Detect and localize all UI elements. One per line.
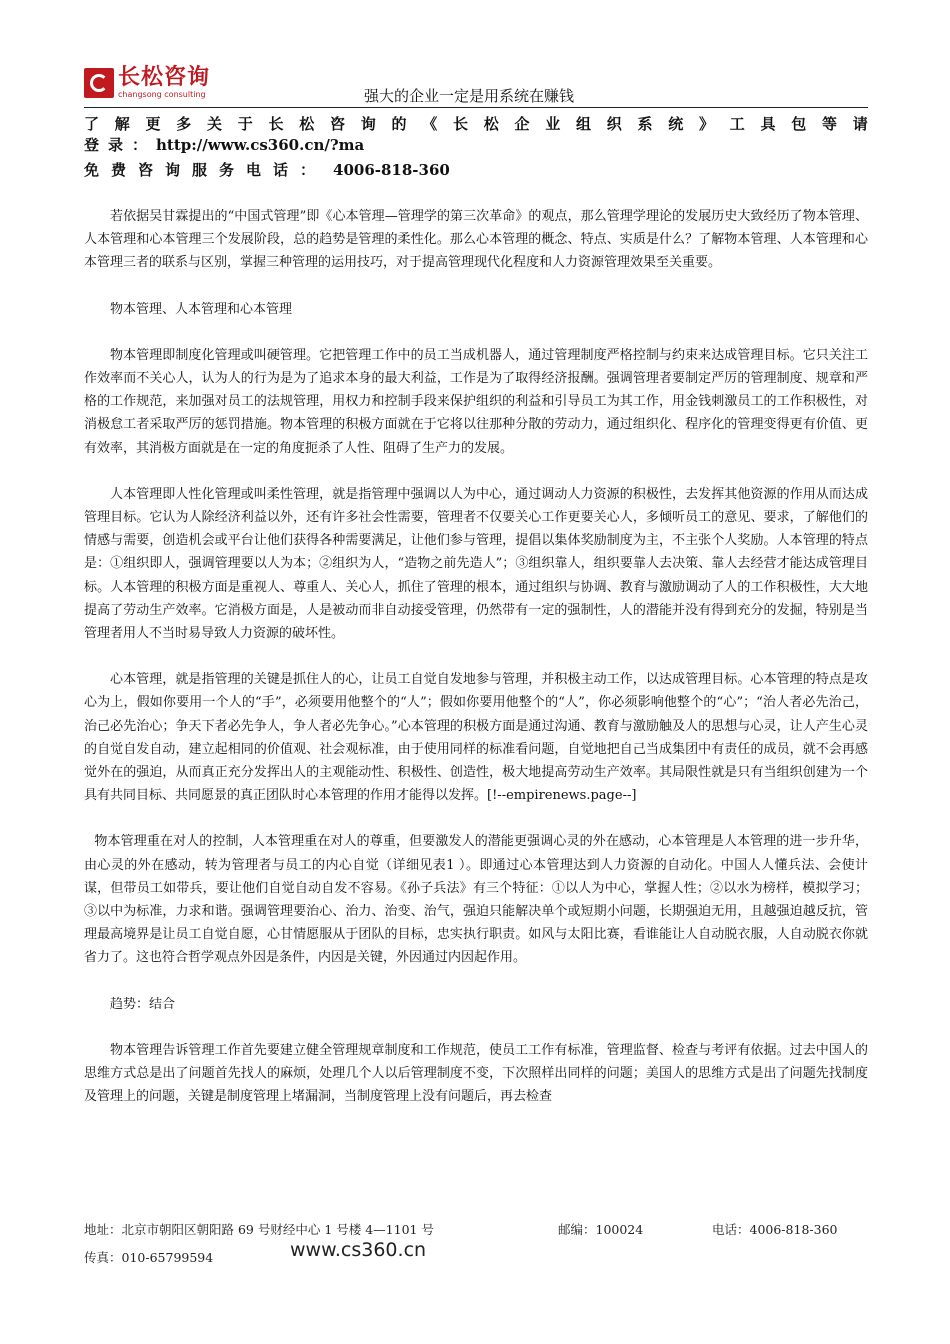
company-logo <box>84 66 224 102</box>
paragraph-material-management: 物本管理即制度化管理或叫硬管理。它把管理工作中的员工当成机器人，通过管理制度严格控制与约束来达成管理目标。它只关注工作效率而不关心人，认为人的行为是为了追求本身的最大利益，工作是为了取得经济报酬。强调管理者要制定严厉的管理制度、规章和严格的工作规范，来加强对员工的法规管理，用权力和控制手段来保护组织的利益和引导员工为其工作，用金钱刺激员工的工作积极性，对消极怠工者采取严厉的惩罚措施。物本管理的积极方面就在于它将以往那种分散的劳动力，通过组织化、程序化的管理变得更有价值、更有效率，其消极方面就是在一定的角度扼杀了人性、阻碍了生产力的发展。 <box>84 347 868 456</box>
login-url-link[interactable]: http://www.cs360.cn/?ma <box>156 136 365 154</box>
paragraph-trend: 物本管理告诉管理工作首先要建立健全管理规章制度和工作规范，使员工工作有标准，管理监督、检查与考评有依据。过去中国人的思维方式总是出了问题首先找人的麻烦，处理几个人以后管理制度不变，下次照样出同样的问题；美国人的思维方式是出了问题先找制度及管理上的问题，关键是制度管理上堵漏洞，当制度管理上没有问题后，再去检查 <box>84 1042 868 1105</box>
promo-char: 《 <box>422 115 438 133</box>
promo-char: 》 <box>699 115 715 133</box>
paragraph-heart-management: 心本管理，就是指管理的关键是抓住人的心，让员工自觉自发地参与管理，并积极主动工作，以达成管理目标。心本管理的特点是攻心为上，假如你要用一个人的“手”，必须要用他整个的“人”；假如你要用他整个的“人”，你必须影响他整个的“心”；“治人者必先治己，治己必先治心；争天下者必先争人，争人者必先争心。”心本管理的积极方面是通过沟通、教育与激励触及人的思想与心灵，让人产生心灵的自觉自发自动，建立起相同的价值观、社会观标准，由于使用同样的标准看问题，自觉地把自己当成集团中有责任的成员，就不会再感觉外在的强迫，从而真正充分发挥出人的主观能动性、积极性、创造性，极大地提高劳动生产效率。其局限性就是只有当组织创建为一个具有共同目标、共同愿景的真正团队时心本管理的作用才能得以发挥。[!--empirenews.page--] <box>84 672 868 804</box>
section-heading-three-types: 物本管理、人本管理和心本管理 <box>110 301 293 317</box>
promo-char: 长 <box>268 115 284 133</box>
logo-icon <box>84 68 114 98</box>
info-line-hotline <box>84 159 868 181</box>
promo-char: 长 <box>453 115 469 133</box>
promo-char: 的 <box>391 115 407 133</box>
promo-char: 松 <box>483 115 499 133</box>
info-line-promo <box>84 113 868 135</box>
article-body <box>84 205 868 1109</box>
promo-char: 织 <box>606 115 622 133</box>
promo-char: 业 <box>545 115 561 133</box>
promo-char: 统 <box>668 115 684 133</box>
section-heading-trend: 趋势：结合 <box>110 996 176 1012</box>
page-header <box>84 60 868 108</box>
header-slogan: 强大的企业一定是用系统在赚钱 <box>364 87 575 105</box>
header-divider <box>84 107 868 108</box>
paragraph-intro: 若依据吴甘霖提出的“中国式管理”即《心本管理—管理学的第三次革命》的观点，那么管理学理论的发展历史大致经历了物本管理、人本管理和心本管理三个发展阶段，总的趋势是管理的柔性化。那么心本管理的概念、特点、实质是什么？了解物本管理、人本管理和心本管理三者的联系与区别，掌握三种管理的运用技巧，对于提高管理现代化程度和人力资源管理效果至关重要。 <box>84 209 868 271</box>
footer-postcode: 邮编：100024 <box>558 1222 644 1237</box>
hotline-number: 4006-818-360 <box>333 161 450 179</box>
login-label: 登录： <box>84 136 157 154</box>
promo-char: 企 <box>514 115 530 133</box>
footer-fax: 传真：010-65799594 <box>84 1250 214 1265</box>
promo-char: 了 <box>84 115 100 133</box>
footer-website-link[interactable]: www.cs360.cn <box>290 1239 427 1261</box>
promo-char: 请 <box>852 115 868 133</box>
logo-chinese-name: 长松咨询 <box>118 65 211 90</box>
promo-char: 解 <box>114 115 130 133</box>
logo-english-name: changsong consulting <box>118 90 206 99</box>
promo-char: 松 <box>299 115 315 133</box>
promo-char: 工 <box>729 115 745 133</box>
page-footer <box>84 1220 868 1268</box>
promo-char: 多 <box>176 115 192 133</box>
paragraph-comparison: 物本管理重在对人的控制，人本管理重在对人的尊重，但要激发人的潜能更强调心灵的外在感动，心本管理是人本管理的进一步升华，由心灵的外在感动，转为管理者与员工的内心自觉（详细见表1 ）。即通过心本管理达到人力资源的自动化。中国人人懂兵法、会使计谋，但带员工如带兵，要让他们自觉自动自发不容易。《孙子兵法》有三个特征：①以人为中心，掌握人性；②以水为榜样，模拟学习；③以中为标准，力求和谐。强调管理要治心、治力、治变、治气，强迫只能解决单个或短期小问题，长期强迫无用，且越强迫越反抗，管理最高境界是让员工自觉自愿，心甘情愿服从于团队的目标，忠实执行职责。如风与太阳比赛，看谁能让人自动脱衣服，人自动脱衣你就省力了。这也符合哲学观点外因是条件，内因是关键，外因通过内因起作用。 <box>84 834 868 966</box>
promo-char: 咨 <box>330 115 346 133</box>
promo-char: 关 <box>207 115 223 133</box>
promo-char: 组 <box>576 115 592 133</box>
footer-phone: 电话：4006-818-360 <box>712 1222 838 1237</box>
promo-char: 于 <box>237 115 253 133</box>
hotline-label: 免费咨询服务电话： <box>84 161 328 179</box>
promo-char: 具 <box>760 115 776 133</box>
promo-char: 更 <box>145 115 161 133</box>
promo-char: 系 <box>637 115 653 133</box>
info-line-login <box>84 134 868 156</box>
paragraph-people-management: 人本管理即人性化管理或叫柔性管理，就是指管理中强调以人为中心，通过调动人力资源的积极性，去发挥其他资源的作用从而达成管理目标。它认为人除经济利益以外，还有许多社会性需要，管理者不仅要关心工作更要关心人，多倾听员工的意见、要求，了解他们的情感与需要，创造机会或平台让他们获得各种需要满足，让他们参与管理，提倡以集体奖励制度为主，不主张个人奖励。人本管理的特点是：①组织即人，强调管理要以人为本；②组织为人，“造物之前先造人”；③组织靠人，组织要靠人去决策、靠人去经营才能达成管理目标。人本管理的积极方面是重视人、尊重人、关心人，抓住了管理的根本，通过组织与协调、教育与激励调动了人的工作积极性，大大地提高了劳动生产效率。它消极方面是，人是被动而非自动接受管理，仍然带有一定的强制性，人的潜能并没有得到充分的发掘，特别是当管理者用人不当时易导致人力资源的破坏性。 <box>84 486 868 642</box>
footer-address: 地址：北京市朝阳区朝阳路 69 号财经中心 1 号楼 4—1101 号 <box>84 1222 434 1237</box>
promo-char: 包 <box>791 115 807 133</box>
promo-char: 询 <box>360 115 376 133</box>
promo-char: 等 <box>822 115 838 133</box>
